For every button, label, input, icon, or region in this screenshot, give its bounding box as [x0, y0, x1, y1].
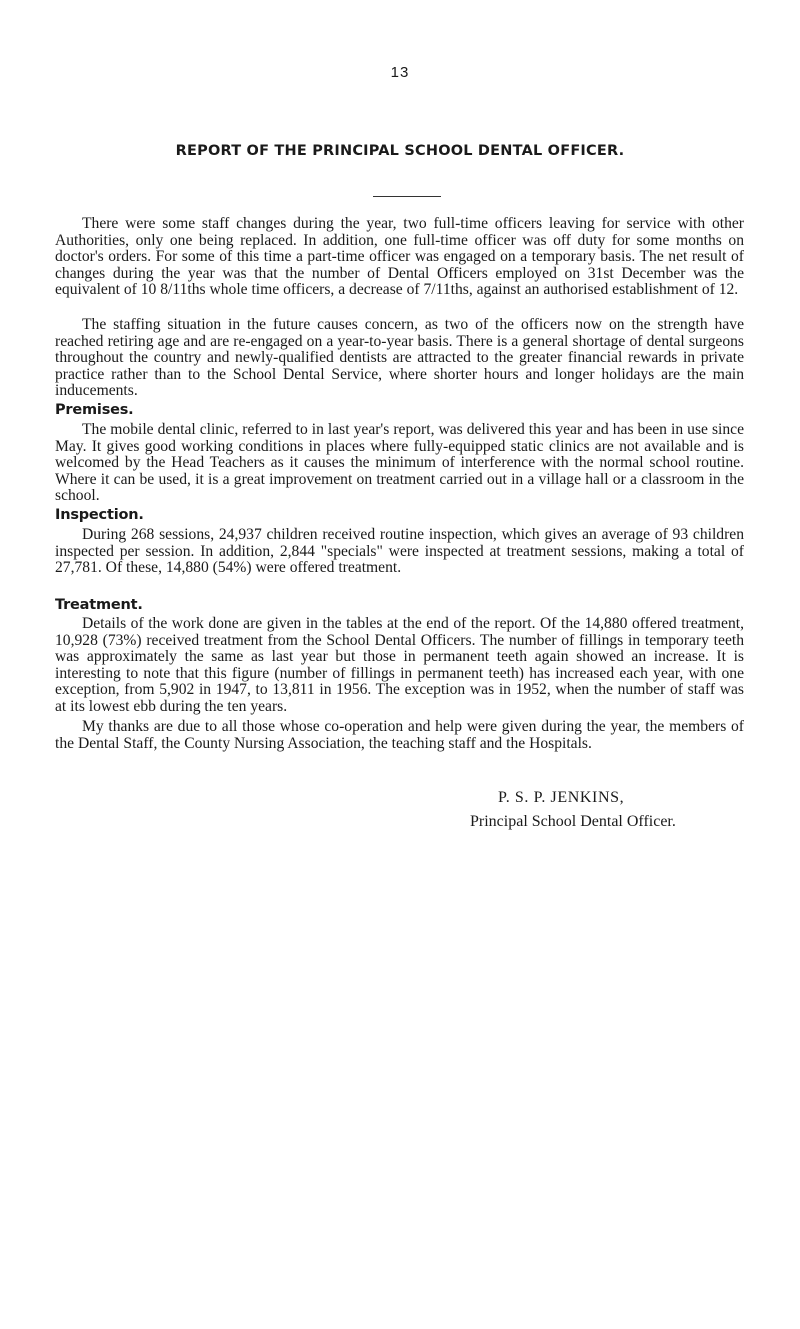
intro-paragraph-staffing-situation: The staffing situation in the future causes concern, as two of the officers now on the strength have reached retiring age and are re-engaged on a year-to-year basis. There is a general shortage of dental surgeons throughout the country and newly-qualified dentists are attracted to the greater financial rewards in private practice rather than to the School Dental Service, where shorter hours and longer holidays are the main inducements. [55, 316, 744, 400]
treatment-paragraph: Details of the work done are given in the tables at the end of the report. Of the 14,880 offered treatment, 10,928 (73%) received treatment from the School Dental Officers. The number of fillings in temporary teeth was approximately the same as last year but those in permanent teeth again showed an increase. It is interesting to note that this figure (number of fillings in permanent teeth) has increased each year, with one exception, from 5,902 in 1947, to 13,811 in 1956. The exception was in 1952, when the number of staff was at its lowest ebb during the ten years. [55, 615, 744, 715]
title-divider [373, 196, 441, 197]
intro-paragraph-staff-changes: There were some staff changes during the year, two full-time officers leaving for service with other Authorities, only one being replaced. In addition, one full-time officer was off duty for some months on doctor's orders. For some of this time a part-time officer was engaged on a temporary basis. The net result of changes during the year was that the number of Dental Officers employed on 31st December was the equivalent of 10 8/11ths whole time officers, a decrease of 7/11ths, against an authorised establishment of 12. [55, 215, 744, 299]
page-number: 13 [390, 64, 410, 81]
treatment-heading: Treatment. [55, 597, 143, 613]
signature-name: P. S. P. JENKINS, [498, 789, 625, 806]
premises-heading: Premises. [55, 402, 134, 418]
page-title: REPORT OF THE PRINCIPAL SCHOOL DENTAL OFFICER. [175, 143, 625, 159]
closing-paragraph: My thanks are due to all those whose co-operation and help were given during the year, the members of the Dental Staff, the County Nursing Association, the teaching staff and the Hospitals. [55, 718, 744, 752]
premises-paragraph: The mobile dental clinic, referred to in last year's report, was delivered this year and has been in use since May. It gives good working conditions in places where fully-equipped static clinics are not available and is welcomed by the Head Teachers as it causes the minimum of interference with the normal school routine. Where it can be used, it is a great improvement on treatment carried out in a village hall or a classroom in the school. [55, 421, 744, 505]
inspection-heading: Inspection. [55, 507, 144, 523]
signature-title: Principal School Dental Officer. [470, 813, 676, 830]
inspection-paragraph: During 268 sessions, 24,937 children received routine inspection, which gives an average of 93 children inspected per session. In addition, 2,844 "specials" were inspected at treatment sessions, making a total of 27,781. Of these, 14,880 (54%) were offered treatment. [55, 526, 744, 577]
